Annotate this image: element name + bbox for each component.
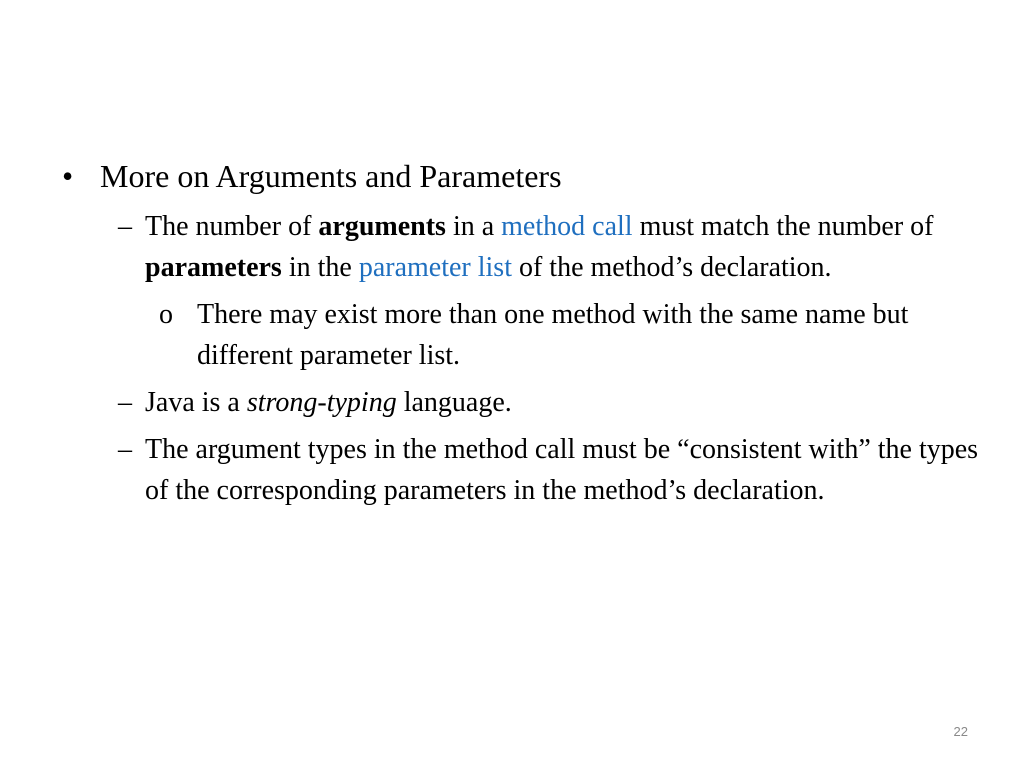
term-parameter-list: parameter list (358, 252, 512, 283)
bullet-heading: More on Arguments and Parameters (100, 158, 562, 194)
bullet-icon: • (62, 158, 74, 194)
dash-icon: – (118, 387, 132, 418)
text-run: language. (396, 387, 512, 418)
term-parameters: parameters (145, 252, 282, 283)
term-strong-typing: strong-typing (246, 387, 397, 418)
circle-subitem-overloading (0, 294, 1024, 376)
text-run: in the (281, 252, 359, 283)
text-run: must match the number of (632, 211, 934, 242)
circle-subitem-text: There may exist more than one method with the same name but different parameter list. (197, 299, 909, 371)
slide-body (0, 152, 1024, 511)
dash-item-argument-types (0, 429, 1024, 511)
dash-item-text: The argument types in the method call must be “consistent with” the types of the corresponding parameters in the method’s declaration. (145, 434, 979, 506)
dash-item-text (145, 206, 985, 288)
circle-bullet-icon: o (159, 299, 173, 330)
text-run: Java is a (145, 387, 247, 418)
dash-item-arguments (0, 206, 1024, 288)
page-number: 22 (953, 724, 968, 739)
dash-item-text (145, 382, 985, 423)
text-run: in a (445, 211, 502, 242)
text-run: of the method’s declaration. (511, 252, 832, 283)
bullet-heading-row (0, 152, 1024, 200)
dash-icon: – (118, 211, 132, 242)
text-run: The number of (145, 211, 319, 242)
dash-item-strong-typing (0, 382, 1024, 423)
term-method-call: method call (501, 211, 633, 242)
term-arguments: arguments (318, 211, 446, 242)
dash-icon: – (118, 434, 132, 465)
